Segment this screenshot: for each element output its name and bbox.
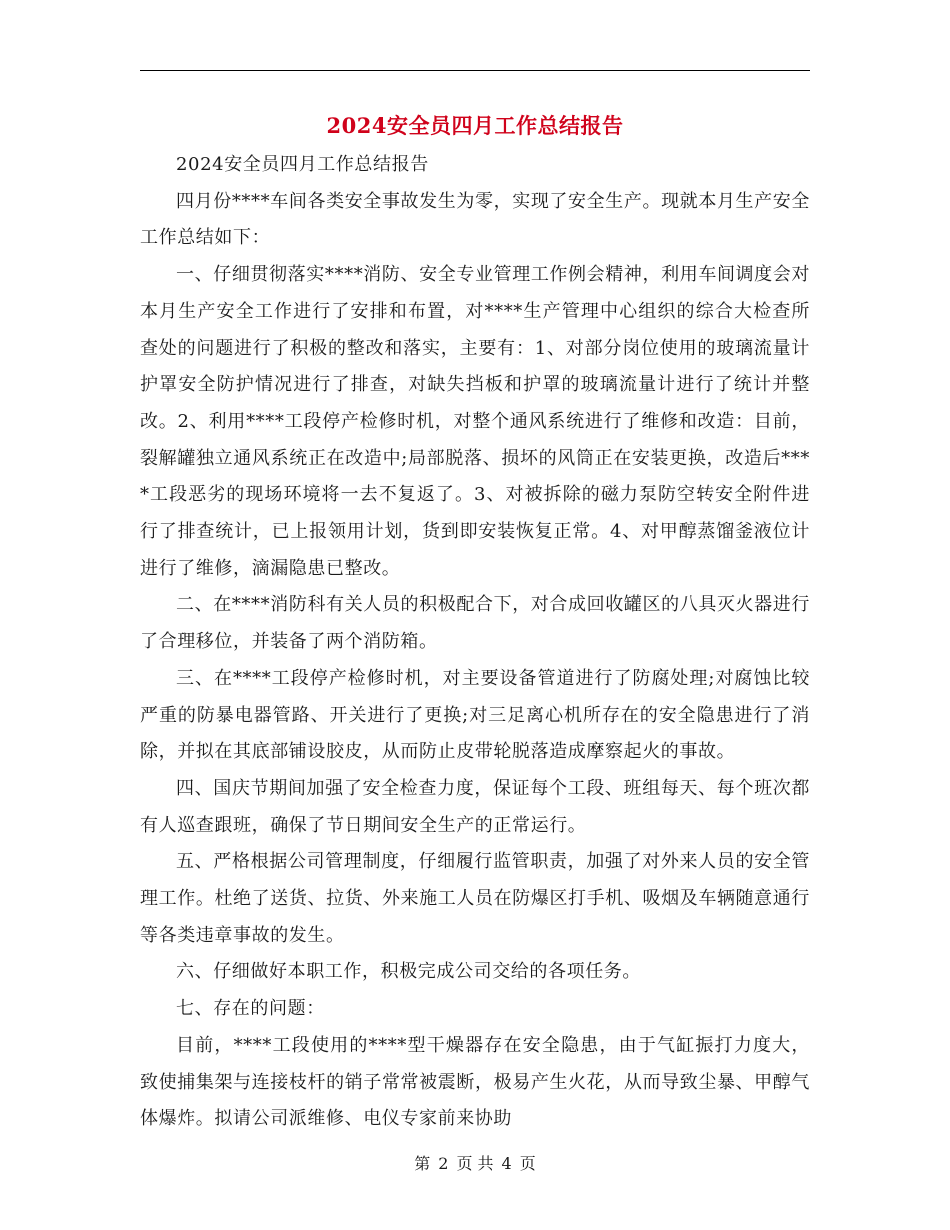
subtitle-paragraph: 2024安全员四月工作总结报告 bbox=[176, 154, 429, 175]
document-body bbox=[140, 147, 810, 1138]
total-pages-number: 4 bbox=[501, 1154, 512, 1173]
current-page-number: 2 bbox=[438, 1154, 449, 1173]
section-two-paragraph: 二、在****消防科有关人员的积极配合下，对合成回收罐区的八具灭火器进行了合理移位，并装备了两个消防箱。 bbox=[140, 594, 810, 653]
section-six-paragraph: 六、仔细做好本职工作，积极完成公司交给的各项任务。 bbox=[176, 961, 641, 983]
section-one-paragraph: 一、仔细贯彻落实****消防、安全专业管理工作例会精神，利用车间调度会对本月生产安全工作进行了安排和布置，对****生产管理中心组织的综合大检查所查处的问题进行了积极的整改和落实，主要有：1、对部分岗位使用的玻璃流量计护罩安全防护情况进行了排查，对缺失挡板和护罩的玻璃流量计进行了统计并整改。2、利用****工段停产检修时机，对整个通风系统进行了维修和改造：目前，裂解罐独立通风系统正在改造中;局部脱落、损坏的风筒正在安装更换，改造后****工段恶劣的现场环境将一去不复返了。3、对被拆除的磁力泵防空转安全附件进行了排查统计，已上报领用计划，货到即安装恢复正常。4、对甲醇蒸馏釜液位计进行了维修，滴漏隐患已整改。 bbox=[140, 264, 810, 579]
section-seven-heading: 七、存在的问题： bbox=[176, 998, 325, 1020]
section-five-paragraph: 五、严格根据公司管理制度，仔细履行监管职责，加强了对外来人员的安全管理工作。杜绝了送货、拉货、外来施工人员在防爆区打手机、吸烟及车辆随意通行等各类违章事故的发生。 bbox=[140, 851, 810, 946]
intro-paragraph: 四月份****车间各类安全事故发生为零，实现了安全生产。现就本月生产安全工作总结如下： bbox=[140, 190, 810, 249]
document-title: 2024安全员四月工作总结报告 bbox=[326, 113, 624, 138]
header-rule bbox=[140, 70, 810, 71]
footer-middle: 页 共 bbox=[456, 1154, 494, 1173]
section-four-paragraph: 四、国庆节期间加强了安全检查力度，保证每个工段、班组每天、每个班次都有人巡查跟班，确保了节日期间安全生产的正常运行。 bbox=[140, 777, 810, 836]
issues-paragraph: 目前，****工段使用的****型干燥器存在安全隐患，由于气缸振打力度大，致使捕集架与连接枝杆的销子常常被震断，极易产生火花，从而导致尘暴、甲醇气体爆炸。拟请公司派维修、电仪专家前来协助 bbox=[140, 1034, 810, 1130]
footer-suffix: 页 bbox=[519, 1154, 536, 1173]
footer-prefix: 第 bbox=[414, 1154, 431, 1173]
page-footer bbox=[0, 1152, 950, 1176]
section-three-paragraph: 三、在****工段停产检修时机，对主要设备管道进行了防腐处理;对腐蚀比较严重的防暴电器管路、开关进行了更换;对三足离心机所存在的安全隐患进行了消除，并拟在其底部铺设胶皮，从而防止皮带轮脱落造成摩察起火的事故。 bbox=[140, 667, 810, 763]
